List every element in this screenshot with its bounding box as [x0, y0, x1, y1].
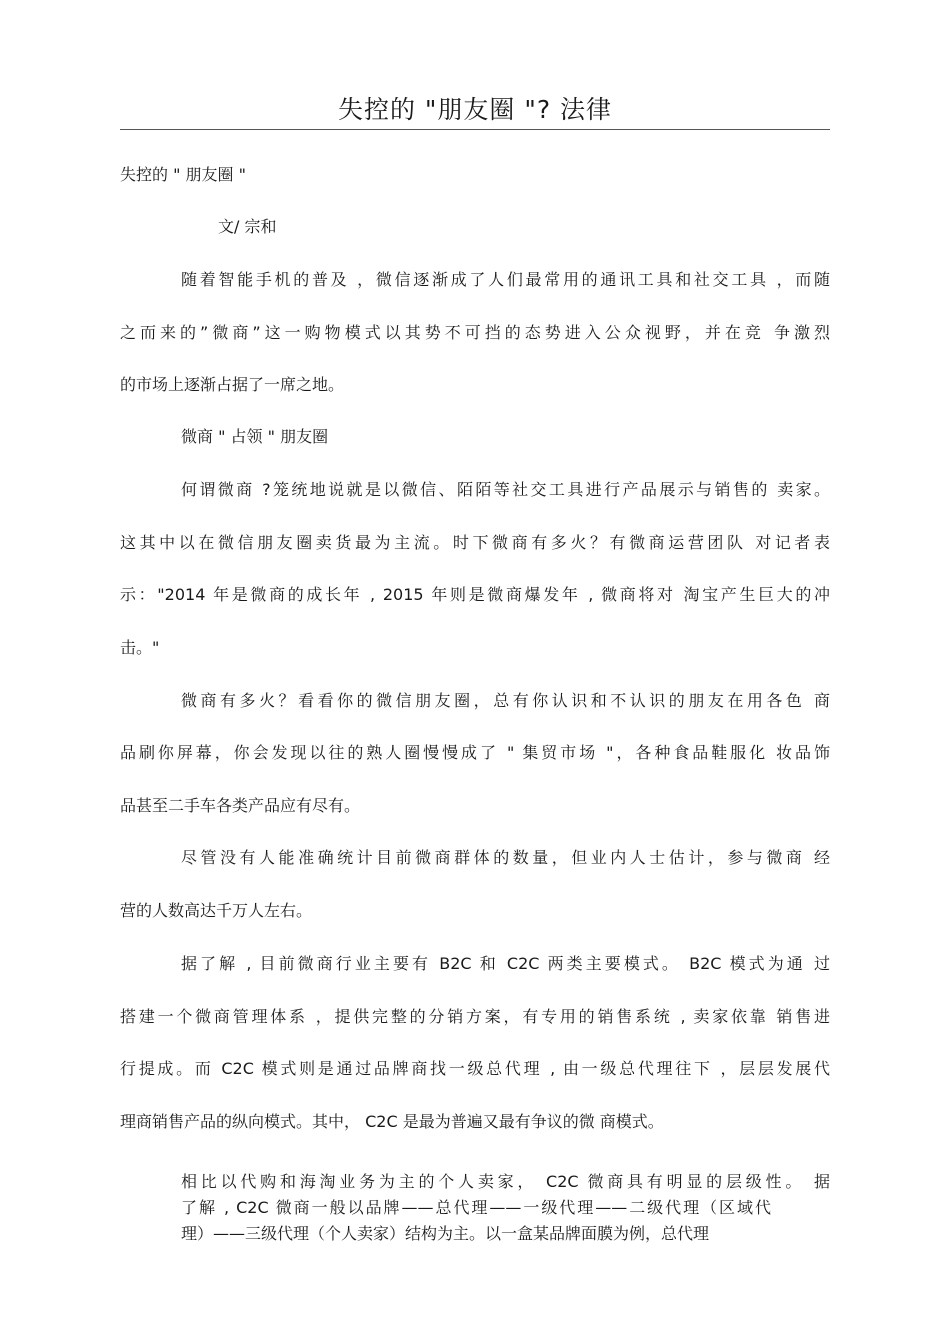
- paragraph-line: 了解 , C2C 微商一般以品牌——总代理——一级代理——二级代理（区域代: [181, 1198, 771, 1217]
- paragraph-line: 品甚至二手车各类产品应有尽有。: [120, 796, 361, 815]
- paragraph-line: 品刷你屏幕，你会发现以往的熟人圈慢慢成了 " 集贸市场 "，各种食品鞋服化 妆品饰: [120, 743, 830, 762]
- paragraph-line: 这其中以在微信朋友圈卖货最为主流。时下微商有多火？有微商运营团队 对记者表: [120, 533, 830, 552]
- paragraph-line: 搭建一个微商管理体系 ，提供完整的分销方案，有专用的销售系统 , 卖家依靠 销售进: [120, 1007, 830, 1026]
- section-heading: 微商 " 占领 " 朋友圈: [181, 427, 329, 446]
- title-divider: [120, 129, 830, 130]
- paragraph-line: 理商销售产品的纵向模式。其中， C2C 是最为普遍又最有争议的微 商模式。: [120, 1112, 664, 1131]
- paragraph-line: 何谓微商 ?笼统地说就是以微信、陌陌等社交工具进行产品展示与销售的 卖家。: [181, 480, 830, 499]
- paragraph-line: 随着智能手机的普及 ，微信逐渐成了人们最常用的通讯工具和社交工具 ，而随: [181, 270, 830, 289]
- paragraph-line: 微商有多火？看看你的微信朋友圈，总有你认识和不认识的朋友在用各色 商: [181, 691, 830, 710]
- paragraph-line: 理）——三级代理（个人卖家）结构为主。以一盒某品牌面膜为例，总代理: [181, 1224, 710, 1243]
- paragraph-line: 之而来的”微商”这一购物模式以其势不可挡的态势进入公众视野，并在竞 争激烈: [120, 323, 830, 342]
- paragraph-line: 行提成。而 C2C 模式则是通过品牌商找一级总代理 , 由一级总代理往下 ，层层发展代: [120, 1059, 830, 1078]
- paragraph-line: 击。": [120, 638, 160, 657]
- paragraph-line: 营的人数高达千万人左右。: [120, 901, 313, 920]
- author-byline: 文/ 宗和: [218, 217, 277, 236]
- paragraph-line: 相比以代购和海淘业务为主的个人卖家， C2C 微商具有明显的层级性。 据: [181, 1172, 830, 1191]
- paragraph-line: 据了解 , 目前微商行业主要有 B2C 和 C2C 两类主要模式。 B2C 模式为通 过: [181, 954, 830, 973]
- article-heading: 失控的 " 朋友圈 ": [120, 165, 246, 184]
- paragraph-line: 的市场上逐渐占据了一席之地。: [120, 375, 345, 394]
- paragraph-line: 尽管没有人能准确统计目前微商群体的数量，但业内人士估计，参与微商 经: [181, 848, 830, 867]
- document-title: 失控的 "朋友圈 "? 法律: [337, 95, 613, 124]
- paragraph-line: 示："2014 年是微商的成长年 , 2015 年则是微商爆发年 , 微商将对 淘宝产生巨大的冲: [120, 585, 830, 604]
